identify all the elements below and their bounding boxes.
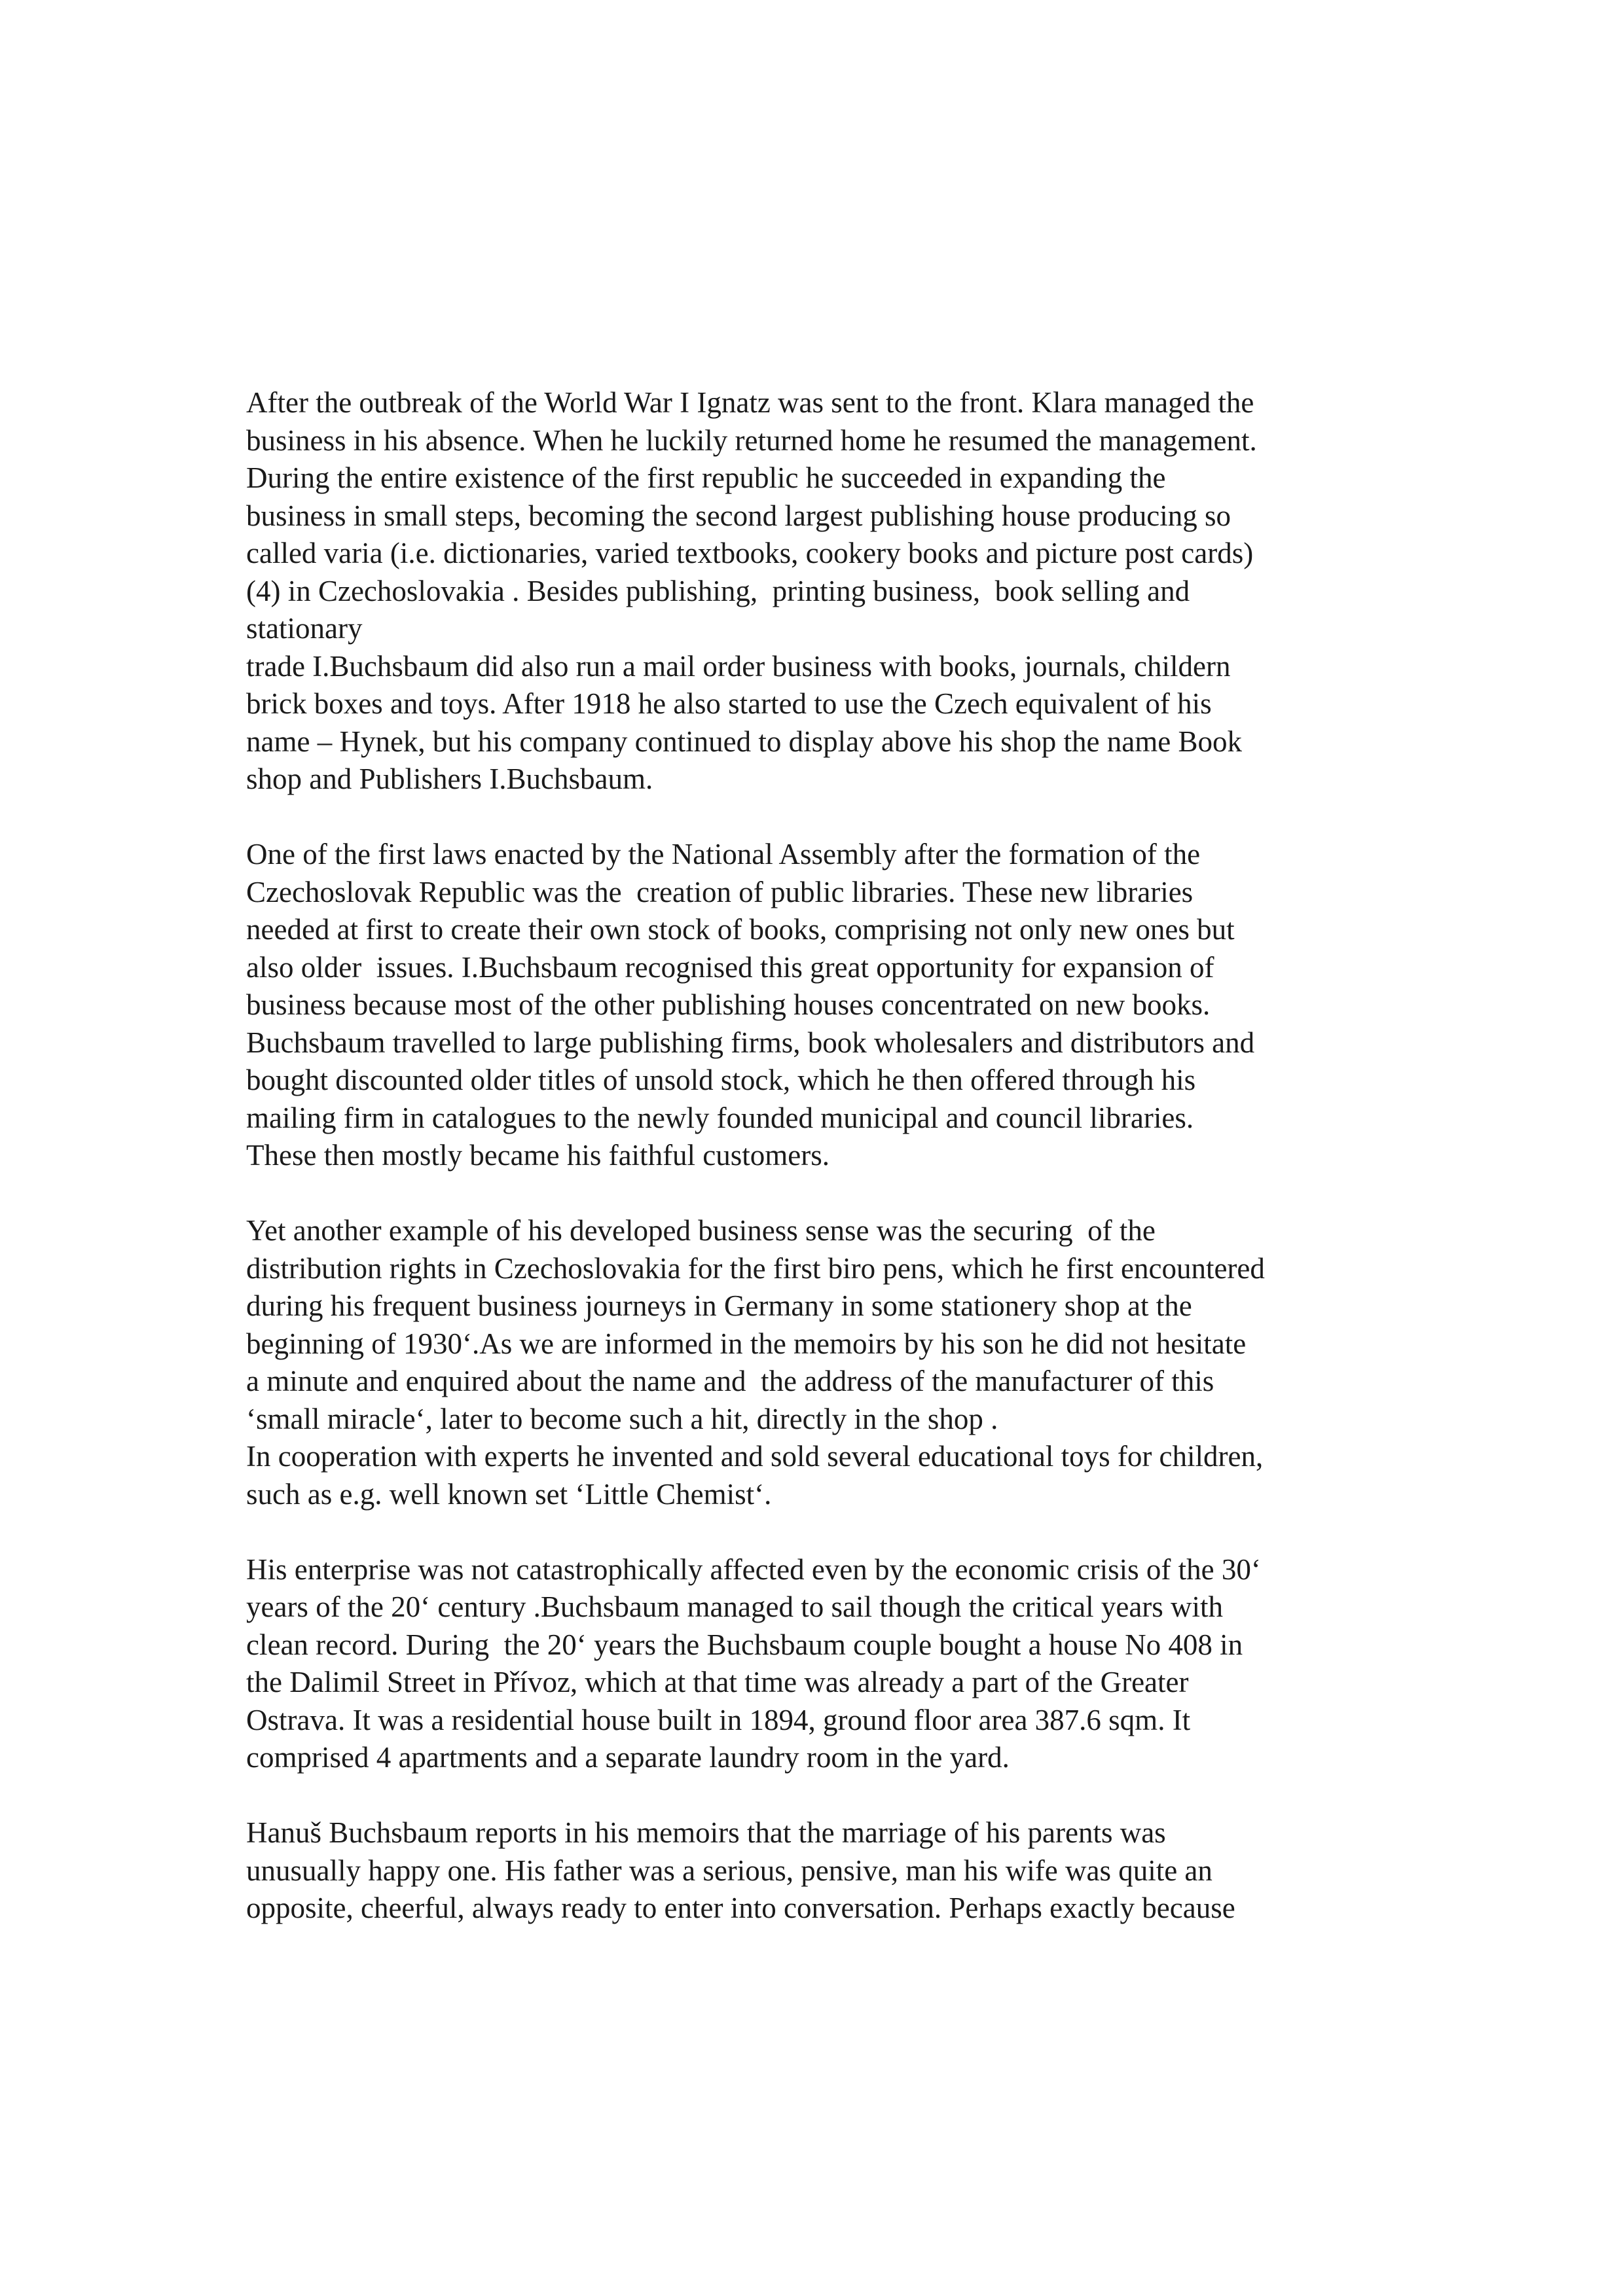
text-line: bought discounted older titles of unsold stock, which he then offered through his	[246, 1064, 1196, 1096]
text-line: (4) in Czechoslovakia . Besides publishing, printing business, book selling and	[246, 574, 1190, 607]
document-body	[246, 384, 1398, 1928]
text-line: Hanuš Buchsbaum reports in his memoirs that the marriage of his parents was	[246, 1816, 1166, 1849]
text-line: Buchsbaum travelled to large publishing firms, book wholesalers and distributors and	[246, 1026, 1255, 1059]
paragraph-gap	[246, 1513, 1398, 1551]
paragraph	[246, 1212, 1398, 1513]
text-line: In cooperation with experts he invented and sold several educational toys for children,	[246, 1440, 1264, 1473]
paragraph-gap	[246, 1175, 1398, 1213]
paragraph	[246, 384, 1398, 798]
text-line: opposite, cheerful, always ready to enter into conversation. Perhaps exactly because	[246, 1892, 1235, 1924]
text-line: Ostrava. It was a residential house built in 1894, ground floor area 387.6 sqm. It	[246, 1703, 1191, 1736]
paragraph	[246, 1551, 1398, 1777]
paragraph-gap	[246, 1777, 1398, 1815]
text-line: brick boxes and toys. After 1918 he also started to use the Czech equivalent of his	[246, 687, 1212, 720]
text-line: Czechoslovak Republic was the creation of public libraries. These new libraries	[246, 875, 1194, 908]
text-line: unusually happy one. His father was a serious, pensive, man his wife was quite an	[246, 1854, 1213, 1887]
text-line: business in his absence. When he luckily returned home he resumed the management.	[246, 423, 1257, 457]
text-line: business in small steps, becoming the second largest publishing house producing so	[246, 499, 1231, 532]
text-line: such as e.g. well known set ‘Little Chemist‘.	[246, 1477, 772, 1511]
text-line: called varia (i.e. dictionaries, varied textbooks, cookery books and picture post cards)	[246, 537, 1254, 569]
text-line: beginning of 1930‘.As we are informed in the memoirs by his son he did not hesitate	[246, 1327, 1247, 1360]
text-line: ‘small miracle‘, later to become such a hit, directly in the shop .	[246, 1402, 998, 1435]
text-line: business because most of the other publishing houses concentrated on new books.	[246, 988, 1211, 1021]
text-line: His enterprise was not catastrophically affected even by the economic crisis of the 30‘	[246, 1552, 1261, 1586]
text-line: comprised 4 apartments and a separate laundry room in the yard.	[246, 1741, 1010, 1774]
text-line: years of the 20‘ century .Buchsbaum managed to sail though the critical years with	[246, 1590, 1224, 1623]
text-line: distribution rights in Czechoslovakia for the first biro pens, which he first encountered	[246, 1251, 1265, 1285]
text-line: After the outbreak of the World War I Ignatz was sent to the front. Klara managed the	[246, 386, 1254, 419]
paragraph	[246, 1814, 1398, 1928]
text-line: trade I.Buchsbaum did also run a mail order business with books, journals, childern	[246, 649, 1231, 683]
text-line: needed at first to create their own stock of books, comprising not only new ones but	[246, 913, 1235, 946]
text-line: a minute and enquired about the name and the address of the manufacturer of this	[246, 1365, 1214, 1397]
paragraph-gap	[246, 798, 1398, 836]
text-line: during his frequent business journeys in Germany in some stationery shop at the	[246, 1289, 1192, 1322]
text-line: stationary	[246, 612, 363, 645]
paragraph	[246, 836, 1398, 1175]
text-line: During the entire existence of the first republic he succeeded in expanding the	[246, 461, 1166, 494]
text-line: mailing firm in catalogues to the newly founded municipal and council libraries.	[246, 1101, 1194, 1134]
text-line: shop and Publishers I.Buchsbaum.	[246, 762, 653, 795]
text-line: One of the first laws enacted by the National Assembly after the formation of the	[246, 838, 1201, 870]
text-line: also older issues. I.Buchsbaum recognised this great opportunity for expansion of	[246, 950, 1214, 984]
text-line: Yet another example of his developed business sense was the securing of the	[246, 1214, 1156, 1247]
text-line: These then mostly became his faithful customers.	[246, 1139, 830, 1172]
text-line: clean record. During the 20‘ years the Buchsbaum couple bought a house No 408 in	[246, 1628, 1243, 1661]
text-line: name – Hynek, but his company continued to display above his shop the name Book	[246, 725, 1242, 758]
text-line: the Dalimil Street in Přívoz, which at that time was already a part of the Greater	[246, 1666, 1189, 1698]
